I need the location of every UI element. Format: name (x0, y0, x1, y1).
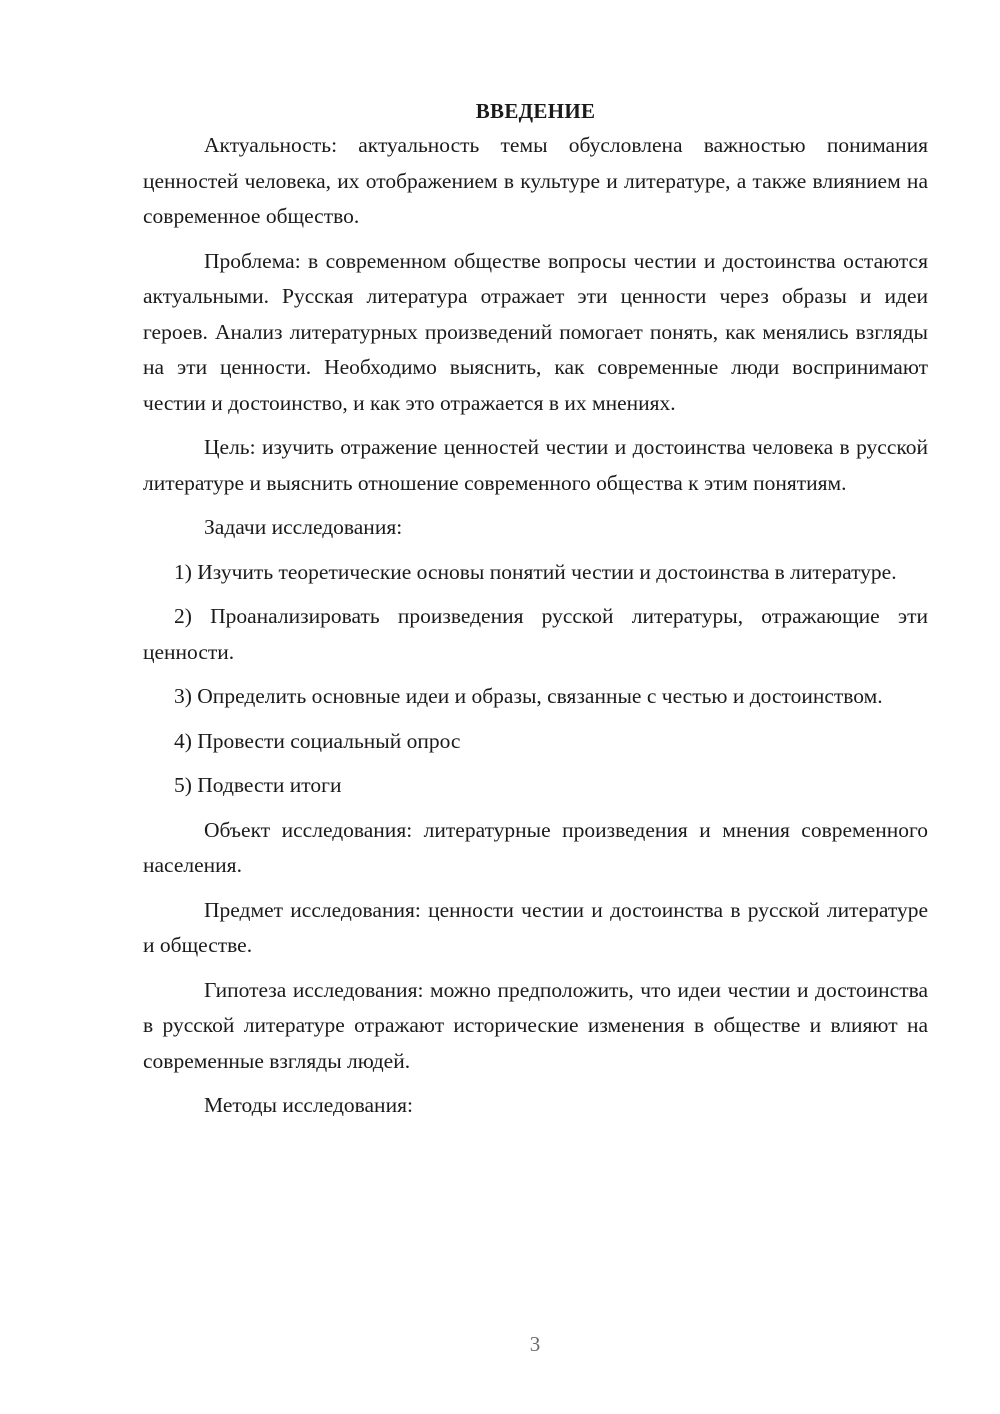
section-heading: ВВЕДЕНИЕ (475, 99, 596, 123)
list-item-task-5: 5) Подвести итоги (174, 773, 342, 797)
paragraph-goal: Цель: изучить отражение ценностей честии и достоинства человека в русской литературе и выяснить отношение современного общества к этим понятиям. (143, 435, 928, 495)
paragraph-problem: Проблема: в современном обществе вопросы честии и достоинства остаются актуальными. Русская литература отражает эти ценности через образы и идеи героев. Анализ литературных произведений помогает понять, как менялись взгляды на эти ценности. Необходимо выяснить, как современные люди воспринимают честии и достоинство, и как это отражается в их мнениях. (143, 248, 928, 415)
paragraph-tasks-title: Задачи исследования: (204, 515, 403, 539)
list-item-task-4: 4) Провести социальный опрос (174, 728, 461, 753)
document-page (143, 94, 928, 1133)
list-item-task-3: 3) Определить основные идеи и образы, связанные с честью и достоинством. (174, 684, 883, 708)
paragraph-object: Объект исследования: литературные произведения и мнения современного населения. (143, 817, 928, 877)
paragraph-subject: Предмет исследования: ценности честии и достоинства в русской литературе и обществе. (143, 897, 928, 957)
page-number: 3 (529, 1332, 541, 1356)
list-item-task-1: 1) Изучить теоретические основы понятий честии и достоинства в литературе. (174, 559, 897, 584)
list-item-task-2: 2) Проанализировать произведения русской литературы, отражающие эти ценности. (143, 604, 928, 664)
paragraph-methods-title: Методы исследования: (204, 1093, 413, 1117)
paragraph-relevance: Актуальность: актуальность темы обусловлена важностью понимания ценностей человека, их отображением в культуре и литературе, а также влиянием на современное общество. (143, 133, 928, 228)
paragraph-hypothesis: Гипотеза исследования: можно предположить, что идеи честии и достоинства в русской литературе отражают исторические изменения в обществе и влияют на современные взгляды людей. (143, 977, 928, 1073)
